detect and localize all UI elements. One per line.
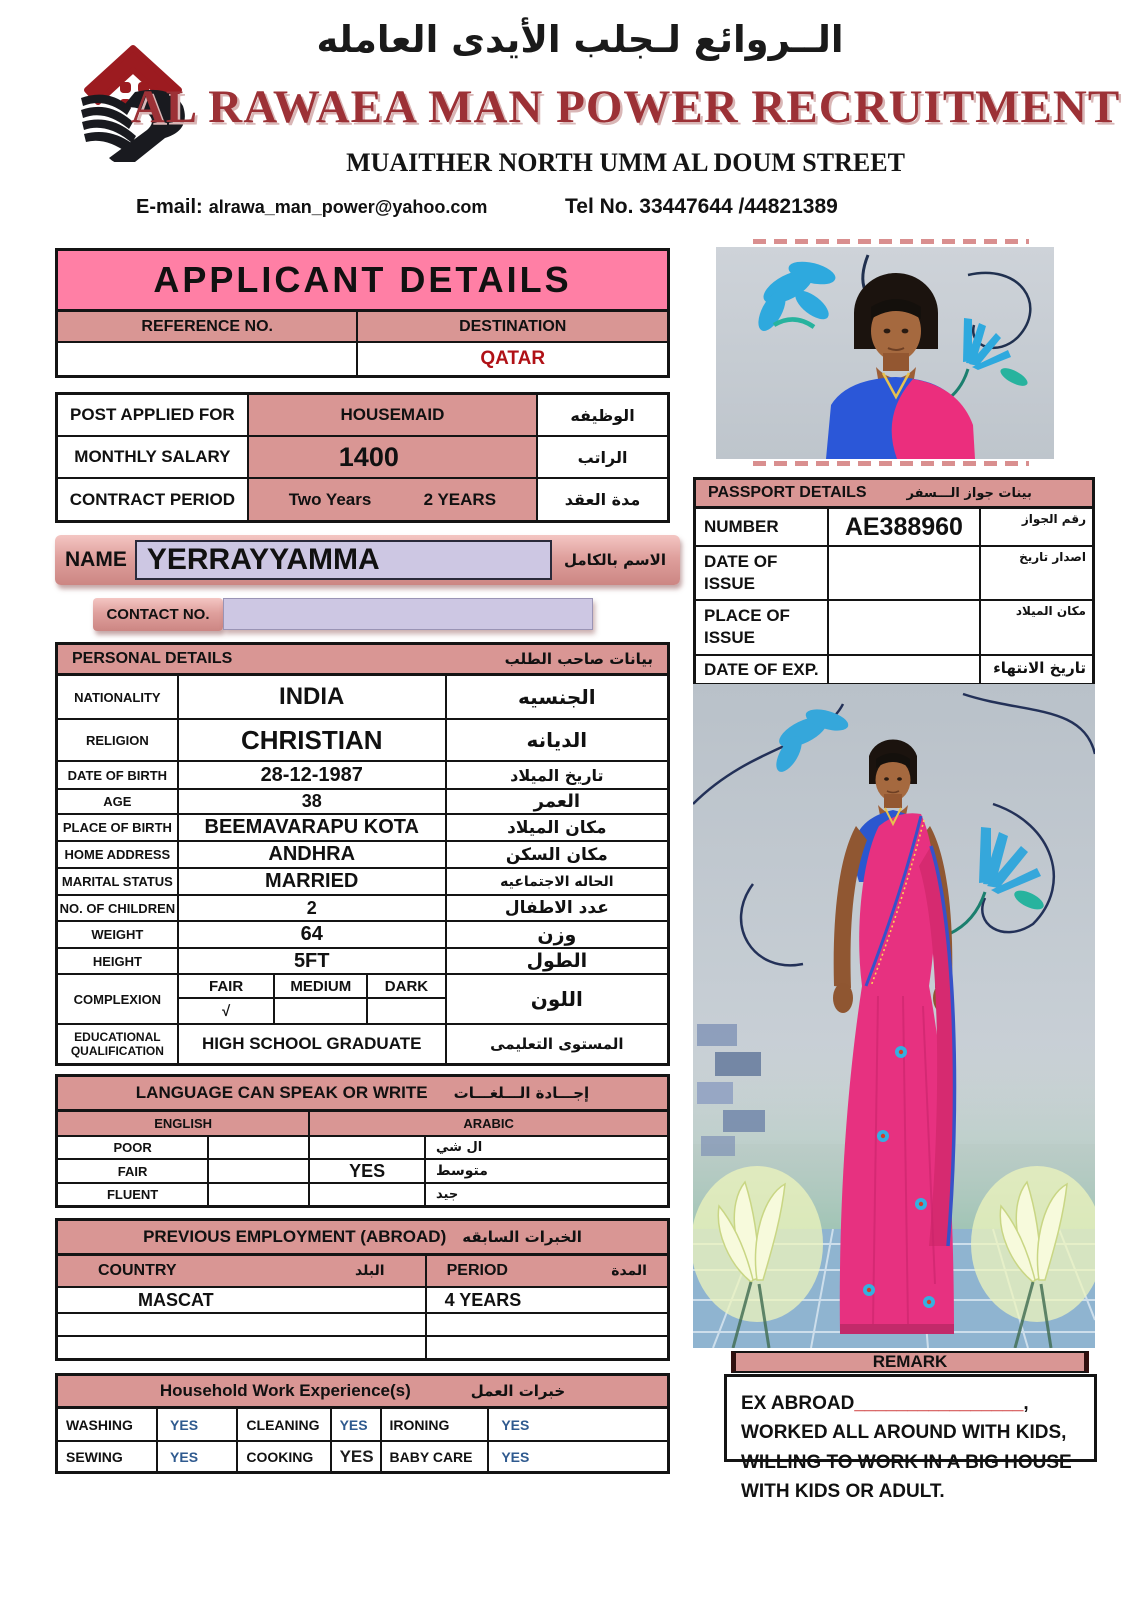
- work-label: BABY CARE: [380, 1442, 488, 1471]
- row-label: AGE: [103, 794, 132, 809]
- row-label: RELIGION: [85, 732, 149, 748]
- language-arabic-label: ال شي: [424, 1137, 667, 1158]
- row-label: NATIONALITY: [74, 689, 161, 705]
- language-level: FLUENT: [106, 1187, 159, 1202]
- employment-period: 4 YEARS: [425, 1288, 667, 1312]
- passport-exp-arabic: تاريخ الانتهاء: [979, 656, 1092, 683]
- row-value: 64: [177, 922, 445, 947]
- post-table: [55, 392, 670, 523]
- row-value: 5FT: [177, 949, 445, 973]
- complexion-option-medium: MEDIUM: [273, 975, 366, 997]
- post-applied-value: HOUSEMAID: [247, 395, 536, 435]
- language-title: LANGUAGE CAN SPEAK OR WRITE: [135, 1083, 428, 1102]
- passport-number-arabic: رقم الجواز: [979, 509, 1092, 545]
- passport-exp-value[interactable]: [827, 656, 979, 683]
- row-label: MARITAL STATUS: [61, 874, 173, 889]
- employment-table: [55, 1256, 670, 1361]
- row-arabic: مكان الميلاد: [445, 815, 667, 840]
- language-title-arabic: إجـــادة الـــلغـــات: [453, 1084, 590, 1102]
- contract-arabic: مدة العقد: [536, 479, 667, 520]
- complexion-label: COMPLEXION: [73, 991, 162, 1007]
- employment-period[interactable]: [425, 1337, 667, 1358]
- remark-header: REMARK: [731, 1351, 1089, 1373]
- language-table: [55, 1112, 670, 1208]
- row-arabic: الطول: [445, 949, 667, 973]
- row-label: PLACE OF BIRTH: [62, 820, 172, 835]
- passport-exp-label: DATE OF EXP.: [704, 659, 819, 679]
- name-label: NAME: [65, 548, 127, 571]
- language-header: [55, 1074, 670, 1112]
- work-value: YES: [487, 1442, 667, 1471]
- applicant-photo-full: [693, 684, 1095, 1348]
- language-english-value[interactable]: [207, 1184, 308, 1205]
- contract-value-2: 2 YEARS: [423, 489, 497, 509]
- employment-header: [55, 1218, 670, 1256]
- passport-poi-value[interactable]: [827, 601, 979, 654]
- destination-value: QATAR: [356, 343, 667, 375]
- remark-text-prefix: EX ABROAD: [741, 1393, 855, 1414]
- remark-blank-line: ________________: [854, 1393, 1024, 1414]
- row-value: MARRIED: [177, 869, 445, 894]
- reference-value[interactable]: [58, 343, 356, 375]
- row-arabic: الديانه: [445, 720, 667, 760]
- email-line: [136, 196, 487, 219]
- language-english-value[interactable]: [207, 1160, 308, 1182]
- employment-country[interactable]: [58, 1337, 425, 1358]
- education-label: EDUCATIONAL QUALIFICATION: [70, 1029, 164, 1058]
- employment-title-arabic: الخبرات السابقه: [462, 1228, 582, 1246]
- language-level: FAIR: [117, 1163, 148, 1179]
- company-address: MUAITHER NORTH UMM AL DOUM STREET: [346, 148, 905, 177]
- row-arabic: مكان السكن: [445, 842, 667, 867]
- row-value: INDIA: [177, 676, 445, 718]
- language-arabic-value[interactable]: [308, 1184, 424, 1205]
- salary-arabic: الراتب: [536, 437, 667, 477]
- complexion-check-fair[interactable]: √: [221, 1002, 231, 1020]
- complexion-option-fair: FAIR: [209, 977, 244, 995]
- passport-doi-arabic: اصدار تاريخ: [979, 547, 1092, 599]
- tel-number: Tel No. 33447644 /44821389: [565, 195, 838, 218]
- work-label: WASHING: [66, 1416, 133, 1433]
- passport-doi-label: DATE OF ISSUE: [704, 552, 778, 594]
- language-arabic-label: جيد: [424, 1184, 667, 1205]
- row-arabic: وزن: [445, 922, 667, 947]
- language-arabic-value[interactable]: [308, 1137, 424, 1158]
- passport-poi-arabic: مكان الميلاد: [979, 601, 1092, 654]
- work-value: YES: [330, 1442, 380, 1471]
- language-arabic-value[interactable]: YES: [308, 1160, 424, 1182]
- employment-title: PREVIOUS EMPLOYMENT (ABROAD): [143, 1227, 447, 1246]
- household-title-arabic: خبرات العمل: [470, 1382, 566, 1400]
- work-label: CLEANING: [236, 1409, 329, 1440]
- contract-label: CONTRACT PERIOD: [69, 489, 236, 509]
- applicant-details-title: APPLICANT DETAILS: [55, 248, 670, 312]
- passport-doi-value[interactable]: [827, 547, 979, 599]
- contract-value: Two Years: [288, 489, 372, 509]
- post-applied-label: POST APPLIED FOR: [70, 405, 235, 424]
- complexion-check-medium[interactable]: [273, 999, 366, 1023]
- passport-number-value[interactable]: AE388960: [827, 509, 979, 545]
- applicant-photo-portrait: [716, 247, 1054, 459]
- personal-details-table: [55, 676, 670, 1066]
- name-arabic: الاسم بالكامل: [564, 551, 666, 569]
- salary-label: MONTHLY SALARY: [74, 447, 231, 466]
- passport-number-label: NUMBER: [704, 517, 779, 536]
- work-value: YES: [156, 1409, 236, 1440]
- language-english-value[interactable]: [207, 1137, 308, 1158]
- contact-label: CONTACT NO.: [93, 598, 223, 631]
- country-arabic: البلد: [355, 1263, 385, 1279]
- photo-dashed-border-top: [753, 239, 1029, 244]
- work-label: SEWING: [66, 1448, 123, 1465]
- destination-label: DESTINATION: [356, 312, 667, 341]
- period-label: PERIOD: [446, 1262, 508, 1279]
- row-label: NO. OF CHILDREN: [59, 900, 176, 916]
- company-name: AL RAWAEA MAN POWER RECRUITMENT: [130, 81, 1121, 133]
- photo-dashed-border-bottom: [753, 461, 1029, 466]
- email-label: E-mail:: [136, 196, 203, 218]
- reference-destination-table: [55, 312, 670, 378]
- row-label: DATE OF BIRTH: [67, 767, 168, 783]
- row-label: HEIGHT: [92, 953, 142, 969]
- remark-text: , WORKED ALL AROUND WITH KIDS, WILLING TO WORK IN A BIG HOUSE WITH KIDS OR ADULT.: [741, 1393, 1072, 1503]
- passport-details: [693, 477, 1095, 686]
- row-value: CHRISTIAN: [177, 720, 445, 760]
- passport-title-arabic: بينات جواز الـــسفر: [906, 485, 1032, 501]
- row-arabic: العمر: [445, 790, 667, 813]
- row-value: 28-12-1987: [177, 762, 445, 788]
- row-value: 2: [177, 896, 445, 920]
- contact-input[interactable]: [223, 598, 593, 630]
- language-arabic-label: متوسط: [424, 1160, 667, 1182]
- row-arabic: تاريخ الميلاد: [445, 762, 667, 788]
- education-arabic: المستوى التعليمى: [445, 1025, 667, 1063]
- row-label: HOME ADDRESS: [64, 847, 171, 862]
- contact-bar: [93, 598, 593, 631]
- language-col-arabic: ARABIC: [308, 1112, 667, 1135]
- passport-header: [693, 477, 1095, 509]
- employment-country[interactable]: [58, 1314, 425, 1335]
- row-value: 38: [177, 790, 445, 813]
- row-label: WEIGHT: [91, 927, 144, 942]
- personal-details-header: [55, 642, 670, 676]
- work-label: IRONING: [380, 1409, 488, 1440]
- row-arabic: عدد الاطفال: [445, 896, 667, 920]
- passport-title: PASSPORT DETAILS: [708, 484, 867, 501]
- period-arabic: المدة: [611, 1263, 647, 1279]
- employment-country: MASCAT: [138, 1289, 214, 1310]
- complexion-option-dark: DARK: [366, 975, 444, 997]
- row-value: ANDHRA: [177, 842, 445, 867]
- household-header: [55, 1373, 670, 1409]
- name-bar: [55, 535, 680, 585]
- language-col-english: ENGLISH: [58, 1112, 308, 1135]
- complexion-arabic: اللون: [445, 975, 667, 1023]
- email-value: alrawa_man_power@yahoo.com: [208, 197, 488, 217]
- name-input[interactable]: YERRAYYAMMA: [135, 540, 552, 580]
- personal-details-title-arabic: بيانات صاحب الطلب: [504, 650, 653, 668]
- reference-label: REFERENCE NO.: [58, 312, 356, 341]
- complexion-row: [58, 973, 667, 1023]
- work-value: YES: [487, 1409, 667, 1440]
- education-value: HIGH SCHOOL GRADUATE: [177, 1025, 445, 1063]
- employment-period[interactable]: [425, 1314, 667, 1335]
- passport-poi-label: PLACE OF ISSUE: [704, 606, 790, 648]
- work-value: YES: [156, 1442, 236, 1471]
- work-value: YES: [330, 1409, 380, 1440]
- household-table: [55, 1409, 670, 1474]
- remark-box: [724, 1374, 1097, 1503]
- passport-table: [693, 509, 1095, 686]
- company-name-arabic: الــروائع لـجلب الأيدى العامله: [316, 18, 844, 61]
- language-level: POOR: [113, 1140, 152, 1155]
- household-title: Household Work Experience(s): [159, 1381, 411, 1400]
- row-value: BEEMAVARAPU KOTA: [177, 815, 445, 840]
- row-arabic: الحاله الاجتماعيه: [445, 869, 667, 894]
- complexion-check-dark[interactable]: [366, 999, 444, 1023]
- personal-details-title: PERSONAL DETAILS: [72, 650, 233, 667]
- work-label: COOKING: [236, 1442, 329, 1471]
- country-label: COUNTRY: [98, 1262, 177, 1279]
- post-applied-arabic: الوظيفه: [536, 395, 667, 435]
- form-left-column: [55, 248, 670, 1474]
- row-arabic: الجنسيه: [445, 676, 667, 718]
- salary-value: 1400: [247, 437, 536, 477]
